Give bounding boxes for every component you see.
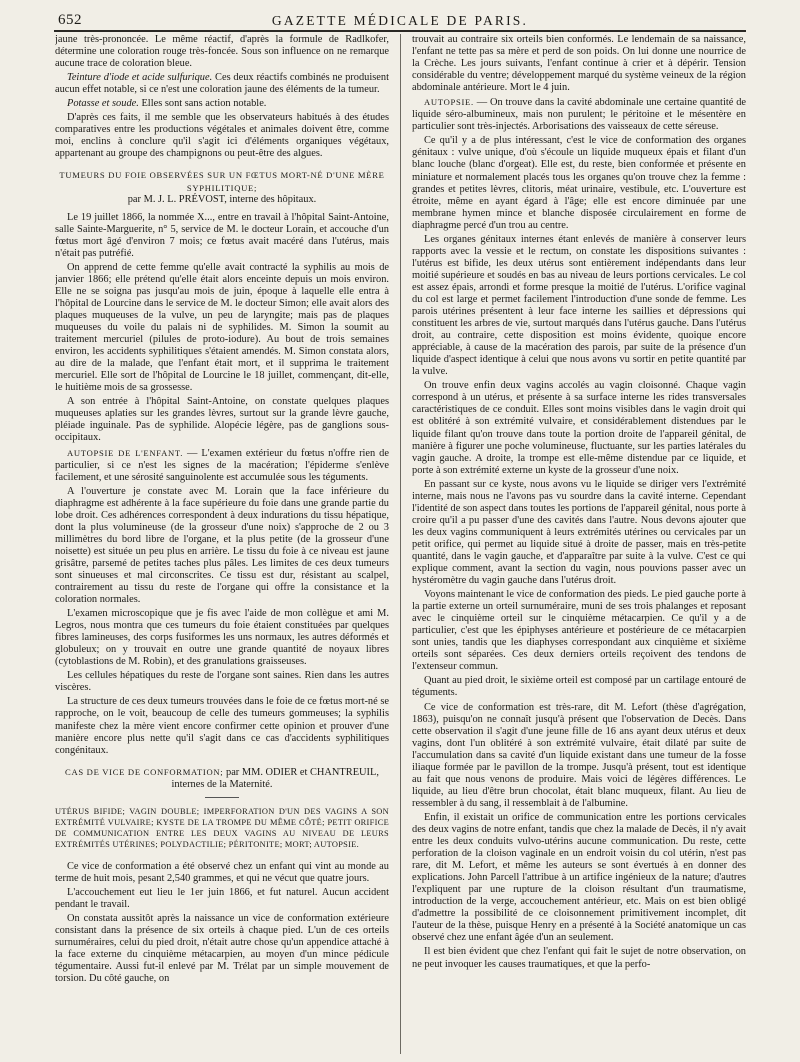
paragraph: Ce vice de conformation est très-rare, dit M. Lefort (thèse d'agrégation, 1863), puisqu'on ne connaît jusqu'à présent que l'observation de Decès. Dans cette observation il s'agit d'une jeune fille de 16 ans ayant deux utérus et deux vagins, dont l'un oblitéré à son extrémité vulvaire, était dilaté par suite de l'accumulation dans sa cavité d'un liquide existant dans une tumeur de la fosse iliaque formée par le pavillon de la trompe. Jusqu'à présent, tout est identique au fait que nous venons de produire. Mais voici de légères différences. Le liquide, au lieu d'être brun chocolat, était blanc muqueux, filant. Au lieu de ressembler à du sang, il ressemblait à de l'albumine.: [412, 701, 746, 809]
paragraph: Les organes génitaux internes étant enlevés de manière à conserver leurs rapports avec la vessie et le rectum, on constate les dispositions suivantes : l'utérus est bifide, les deux utérus sont entièrement indépendants dans leur moitié supérieure et soudés en bas au niveau de leurs portions cervicales. Le col est assez épais, arrondi et forme presque la moitié de l'utérus. L'orifice vaginal du col est large et permet facilement l'introduction d'une sonde de femme. Les parois utérines présentent à leur face interne les saillies et dépressions qui constituent les arbres de vie, surtout marqués dans l'utérus gauche. Dans l'utérus droit, au contraire, cette disposition est moins évidente, quoique encore appréciable, à cause de la macération des parois, par suite de la présence d'un liquide d'aspect identique à celui que nous avons vu sortir en petite quantité par la vulve.: [412, 233, 746, 378]
paragraph: Ce qu'il y a de plus intéressant, c'est le vice de conformation des organes génitaux : vulve unique, d'où s'écoule un liquide muqueux épais et filant d'un blanc louche (blanc d'orgeat). Elle est, du reste, bien conformée et présente en miniature et normalement placés tous les organes qu'on trouve chez la femme : grandes et petites lèvres, clitoris, méat urinaire, vestibule, etc. L'ouverture est étroite, même en ayant égard à l'âge; elle est encore diminuée par une membrane hymen mince et blanche disposée circulairement en forme de diaphragme percé d'un trou au centre.: [412, 135, 746, 231]
right-column: [412, 34, 746, 1060]
paragraph: L'accouchement eut lieu le 1er juin 1866, et fut naturel. Aucun accident pendant le travail.: [55, 886, 389, 910]
paragraph-text: Ces deux réactifs combinés ne produisent aucun effet notable, si ce n'est une coloration jaune des éléments de la tumeur.: [55, 72, 389, 96]
section-lead: AUTOPSIE DE L'ENFANT.: [67, 447, 184, 458]
column-divider: [400, 34, 401, 1054]
article-title-part: CAS DE VICE DE CONFORMATION;: [65, 766, 224, 777]
divider-rule: [205, 797, 239, 798]
page-header: [54, 8, 746, 32]
paragraph: [55, 98, 389, 110]
paragraph: Le 19 juillet 1866, la nommée X..., entre en travail à l'hôpital Saint-Antoine, salle Sainte-Marguerite, n° 5, service de M. le docteur Lorain, et accouche d'un fœtus mort âgé d'environ 7 mois; ce fœtus avait macéré dans l'utérus, mais n'était pas putréfié.: [55, 211, 389, 259]
paragraph: On constata aussitôt après la naissance un vice de conformation extérieure consistant dans la présence de six orteils à chaque pied. L'un de ces orteils surnuméraires, celui du pied droit, n'était autre chose qu'un appendice attaché à la face externe du cinquième métacarpien, au moyen d'un mince pédicule tégumentaire. Aussi fut-il enlevé par M. Trélat par un simple mouvement de torsion. Du côté gauche, on: [55, 912, 389, 984]
paragraph: D'après ces faits, il me semble que les observateurs habitués à des études comparatives entre les productions végétales et animales doivent être, comme moi, enclins à conclure qu'il s'agit ici d'éléments organiques végétaux, appartenant au groupe des champignons ou peut-être des algues.: [55, 112, 389, 160]
article-summary: UTÉRUS BIFIDE; VAGIN DOUBLE; IMPERFORATION D'UN DES VAGINS A SON EXTRÉMITÉ VULVAIRE; KYSTE DE LA TROMPE DU MÊME CÔTÉ; PETIT ORIFICE DE COMMUNICATION ENTRE LES DEUX VAGINS AU NIVEAU DE LEURS EXTRÉMITÉS UTÉRINES; POLYDACTILIE; PÉRITONITE; MORT; AUTOPSIE.: [55, 806, 389, 850]
paragraph: On apprend de cette femme qu'elle avait contracté la syphilis au mois de janvier 1866; elle prétend qu'elle était alors enceinte depuis un mois environ. Elle ne se soigna pas jusqu'au mois de juin, époque à laquelle elle entra à l'hôpital de Lourcine dans le service de M. le docteur Simon; elle avait alors des plaques muqueuses de la vulve, un peu de laryngite; mais pas de plaques muqueuses du voile du palais ni de syphilides. M. Simon la soumit au traitement mercuriel (pilules de proto-iodure). Au bout de trois semaines environ, les accidents syphilitiques s'étaient amendés. M. Simon constata alors, au dire de la malade, que l'enfant était mort, et il supprima le traitement mercuriel. Elle sort de l'hôpital de Lourcine le 18 juillet, commençant, dit-elle, le huitième mois de sa grossesse.: [55, 261, 389, 394]
paragraph: La structure de ces deux tumeurs trouvées dans le foie de ce fœtus mort-né se rapproche, on le voit, beaucoup de celle des tumeurs gommeuses; la syphilis manifeste chez la mère vient encore confirmer cette opinion et prouver d'une manière encore plus nette qu'il s'agit dans ce cas d'accidents syphilitiques congénitaux.: [55, 696, 389, 756]
paragraph: En passant sur ce kyste, nous avons vu le liquide se diriger vers l'extrémité interne, mais nous ne l'avons pas vu sourdre dans la cavité interne. Cependant l'identité de son aspect dans toutes les portions de l'appareil génital, nous porte à croire qu'il a pu passer d'une des cavités dans l'autre. Nous devons ajouter que les deux vagins communiquent à leurs extrémités utérines ou cervicales par un petit orifice, qui permet au liquide situé à droite de passer, mais en très-petite quantité, dans le vagin gauche, et d'apparaître par suite à la vulve. C'est ce qui explique comment, avant la section du vagin, nous pouvions passer avec un hystéromètre du vagin gauche dans l'utérus droit.: [412, 478, 746, 587]
paragraph: On trouve enfin deux vagins accolés au vagin cloisonné. Chaque vagin correspond à un utérus, et présente à sa surface interne les rides transversales caractéristiques de ce conduit. Elles sont moins visibles dans le vagin droit qui est oblitéré à son extrémité vulvaire, et considérablement distendues par le liquide filant qu'on trouve dans toute la portion droite de l'appareil génital, de manière à figurer une poche volumineuse, fluctuante, sur les parties latérales du vagin gauche. A droite, la trompe est elle-même distendue par ce liquide, et porte à son extrémité externe un kyste de la grosseur d'une noix.: [412, 380, 746, 476]
paragraph: [55, 447, 389, 484]
paragraph: jaune très-prononcée. Le même réactif, d'après la formule de Radlkofer, détermine une coloration rouge très-foncée. Sous son influence on ne remarque aucune trace de coloration bleue.: [55, 34, 389, 70]
paragraph-lead: Potasse et soude.: [67, 98, 139, 110]
article-title: TUMEURS DU FOIE OBSERVÉES SUR UN FŒTUS MORT-NÉ D'UNE MÈRE SYPHILITIQUE;: [59, 170, 385, 193]
journal-title: GAZETTE MÉDICALE DE PARIS.: [271, 13, 529, 28]
paragraph: Les cellules hépatiques du reste de l'organe sont saines. Rien dans les autres viscères.: [55, 670, 389, 694]
paragraph: L'examen microscopique que je fis avec l'aide de mon collègue et ami M. Legros, nous montra que ces tumeurs du foie étaient constituées par quelques fibres lamineuses, des corps fusiformes les uns normaux, les autres déformés et globuleux; on y trouvait en outre une grande quantité de noyaux libres (cytoblastions de M. Robin), et des granulations graisseuses.: [55, 608, 389, 668]
paragraph: Ce vice de conformation a été observé chez un enfant qui vint au monde au terme de huit mois, pesant 2,540 grammes, et qui ne vécut que quatre jours.: [55, 860, 389, 884]
paragraph-text: — On trouve dans la cavité abdominale une certaine quantité de liquide séro-albumineux, mais non purulent; le péritoine et le mésentère en particulier sont très-injectés. Arborisations des vaisseaux de cette séreuse.: [412, 97, 746, 133]
paragraph: A l'ouverture je constate avec M. Lorain que la face inférieure du diaphragme est adhérente à la face supérieure du foie dans une grande partie du lobe droit. Ces adhérences correspondent à deux indurations du tissu hépatique, dont la plus volumineuse (de la grosseur d'une noix) s'approche de 2 ou 3 millimètres du bord libre de l'organe, et la plus petite (de la grosseur d'une noisette) est située un peu plus en arrière. Le tissu du foie à ce niveau est jaune grisâtre, parsemé de petites taches plus pâles. Les limites de ces deux tumeurs sont sinueuses et mal circonscrites. Ce tissu est dur, résistant au scalpel, contrairement au tissu du reste de l'organe qui offre la consistance et la coloration normales.: [55, 485, 389, 606]
left-column: [55, 34, 389, 1060]
article-authors: par MM. ODIER et CHANTREUIL,: [223, 766, 379, 778]
paragraph: Voyons maintenant le vice de conformation des pieds. Le pied gauche porte à la partie externe un orteil surnuméraire, muni de ses trois phalanges et reposant avec le cinquième orteil sur le cinquième métacarpien. Ce qu'il y a de particulier, c'est que les épiphyses antérieure et postérieure de ce métacarpien sont unies, tandis que les diaphyses correspondant aux cinquième et sixième orteils sont séparées. Ces deux derniers orteils reçoivent des tendons de l'extenseur commun.: [412, 589, 746, 673]
article-heading: [55, 169, 389, 205]
article-heading: [55, 766, 389, 791]
paragraph: [412, 96, 746, 133]
paragraph-text: Elles sont sans action notable.: [138, 98, 267, 110]
article-subtitle: internes de la Maternité.: [171, 778, 273, 790]
paragraph: trouvait au contraire six orteils bien conformés. Le lendemain de sa naissance, l'enfant ne tette pas sa mère et perd de son poids. On lui donne une nourrice de la Crèche. Les jours suivants, l'enfant continue à crier et à dépérir. Tension considérable du ventre; développement marqué du système veineux de la région abdominale antérieure. Mort le 4 juin.: [412, 34, 746, 94]
page-number: 652: [58, 12, 82, 28]
article-title: [55, 766, 389, 779]
paragraph: Quant au pied droit, le sixième orteil est composé par un cartilage entouré de téguments.: [412, 675, 746, 699]
paragraph: [55, 72, 389, 96]
section-lead: AUTOPSIE.: [424, 97, 474, 108]
article-author: par M. J. L. PRÉVOST, interne des hôpitaux.: [127, 193, 317, 205]
paragraph-text: — L'examen extérieur du fœtus n'offre rien de particulier, si ce n'est les signes de la macération; l'épiderme s'enlève facilement, et une sérosité sanguinolente est accumulée sous les téguments.: [55, 447, 389, 483]
paragraph: A son entrée à l'hôpital Saint-Antoine, on constate quelques plaques muqueuses aplaties sur les grandes lèvres, surtout sur la grande lèvre gauche, pléiade inguinale. Pas de syphilide. Alopécie légère, pas de ganglions sous-occipitaux.: [55, 396, 389, 444]
paragraph-lead: Teinture d'iode et acide sulfurique.: [67, 72, 213, 84]
paragraph: Il est bien évident que chez l'enfant qui fait le sujet de notre observation, on ne peut invoquer les causes traumatiques, et que la perfo-: [412, 946, 746, 970]
paragraph: Enfin, il existait un orifice de communication entre les portions cervicales des deux vagins de notre enfant, tandis que chez la malade de Decès, il n'y avait entre les deux conduits vulvo-utérins aucune communication. Du reste, cette perforation de la cloison vaginale en un endroit voisin du col utérin, n'est pas rare, dit M. Lefort, et même les auteurs se sont évertués à en donner des explications. John Parcell l'attribue à un artifice ingénieux de la nature; d'autres l'expliquent par une rupture de la cloison résultant d'un traumatisme, introduction de la verge, accouchement antérieur, etc. Mais on est bien obligé d'admettre la possibilité de ce cloisonnement primitivement incomplet, dit l'auteur de la thèse, puisque Henry en a présenté à la Société anatomique un cas observé chez une enfant âgée d'un an seulement.: [412, 811, 746, 944]
